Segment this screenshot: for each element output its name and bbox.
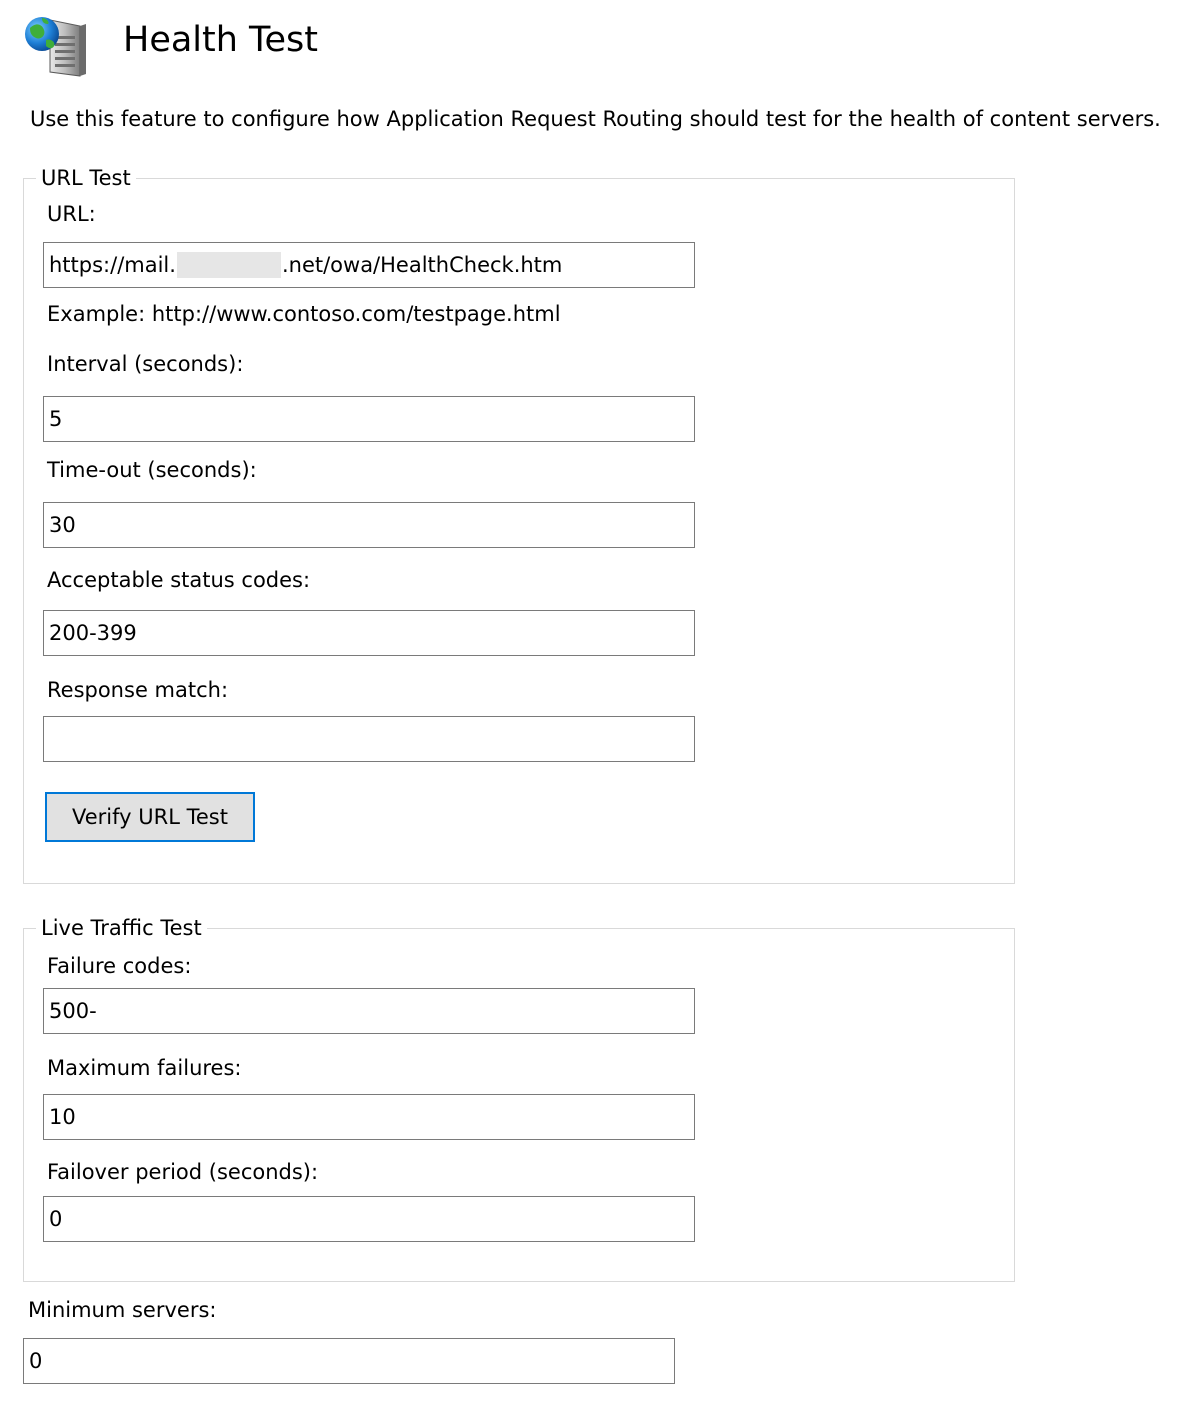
url-example-text: Example: http://www.contoso.com/testpage.html bbox=[47, 302, 561, 326]
page-description: Use this feature to configure how Application Request Routing should test for the health of content servers. bbox=[30, 107, 1161, 131]
live-traffic-test-legend: Live Traffic Test bbox=[36, 914, 207, 942]
minimum-servers-label: Minimum servers: bbox=[28, 1298, 217, 1322]
response-match-label: Response match: bbox=[47, 678, 229, 702]
interval-label: Interval (seconds): bbox=[47, 352, 244, 376]
timeout-input[interactable] bbox=[43, 502, 695, 548]
timeout-label: Time-out (seconds): bbox=[47, 458, 257, 482]
verify-url-test-button[interactable]: Verify URL Test bbox=[45, 792, 255, 842]
minimum-servers-input[interactable] bbox=[23, 1338, 675, 1384]
failure-codes-label: Failure codes: bbox=[47, 954, 192, 978]
url-value-prefix: https://mail. bbox=[49, 253, 176, 277]
response-match-input[interactable] bbox=[43, 716, 695, 762]
max-failures-label: Maximum failures: bbox=[47, 1056, 242, 1080]
interval-input[interactable] bbox=[43, 396, 695, 442]
failover-period-label: Failover period (seconds): bbox=[47, 1160, 319, 1184]
url-input[interactable] bbox=[43, 242, 695, 288]
status-codes-input[interactable] bbox=[43, 610, 695, 656]
url-label: URL: bbox=[47, 202, 96, 226]
redacted-domain bbox=[177, 252, 281, 278]
url-test-legend: URL Test bbox=[36, 164, 136, 192]
max-failures-input[interactable] bbox=[43, 1094, 695, 1140]
page-title: Health Test bbox=[123, 20, 318, 60]
failure-codes-input[interactable] bbox=[43, 988, 695, 1034]
failover-period-input[interactable] bbox=[43, 1196, 695, 1242]
url-value-suffix: .net/owa/HealthCheck.htm bbox=[281, 253, 563, 277]
status-codes-label: Acceptable status codes: bbox=[47, 568, 311, 592]
web-server-globe-icon bbox=[22, 12, 90, 80]
